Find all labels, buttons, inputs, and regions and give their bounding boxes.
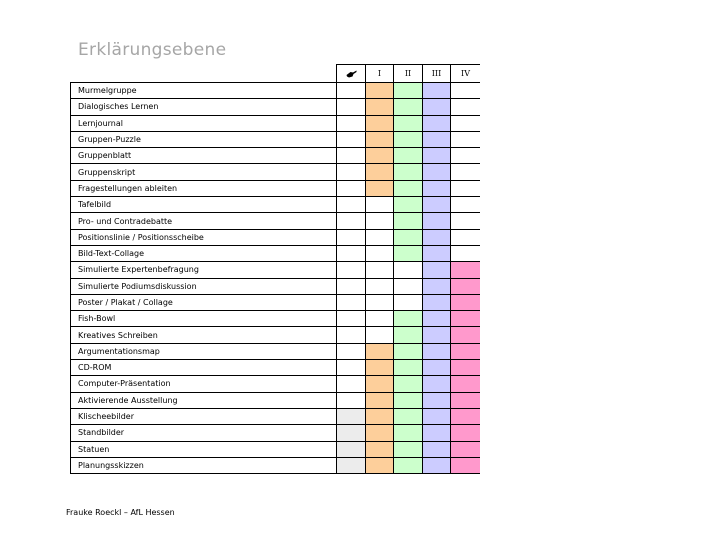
cell-level-I <box>366 213 394 229</box>
cell-level-III <box>423 245 451 261</box>
cell-level-II <box>394 115 423 131</box>
cell-col0 <box>337 148 366 164</box>
cell-level-III <box>423 278 451 294</box>
cell-level-IV <box>451 457 481 473</box>
cell-level-IV <box>451 343 481 359</box>
cell-col0 <box>337 360 366 376</box>
cell-level-I <box>366 245 394 261</box>
cell-level-II <box>394 245 423 261</box>
cell-level-I <box>366 99 394 115</box>
cell-level-II <box>394 99 423 115</box>
header-blank <box>71 65 337 83</box>
table-row <box>71 343 481 359</box>
cell-level-III <box>423 99 451 115</box>
cell-level-IV <box>451 408 481 424</box>
table-row <box>71 83 481 99</box>
table-row <box>71 425 481 441</box>
table-row <box>71 441 481 457</box>
cell-col0 <box>337 343 366 359</box>
cell-level-IV <box>451 213 481 229</box>
header-row <box>71 65 481 83</box>
cell-level-I <box>366 425 394 441</box>
cell-level-II <box>394 376 423 392</box>
cell-level-I <box>366 278 394 294</box>
cell-level-II <box>394 213 423 229</box>
cell-col0 <box>337 213 366 229</box>
cell-level-II <box>394 457 423 473</box>
cell-level-II <box>394 131 423 147</box>
method-label: Tafelbild <box>71 197 337 213</box>
cell-level-II <box>394 408 423 424</box>
method-label: Fragestellungen ableiten <box>71 180 337 196</box>
header-icon-cell <box>337 65 366 83</box>
cell-level-III <box>423 360 451 376</box>
method-label: Standbilder <box>71 425 337 441</box>
cell-level-II <box>394 278 423 294</box>
table-row <box>71 327 481 343</box>
cell-level-I <box>366 392 394 408</box>
table-row <box>71 131 481 147</box>
cell-col0 <box>337 392 366 408</box>
cell-level-III <box>423 262 451 278</box>
cell-level-II <box>394 262 423 278</box>
cell-level-IV <box>451 229 481 245</box>
method-matrix <box>70 64 480 491</box>
table-row <box>71 262 481 278</box>
cell-level-IV <box>451 360 481 376</box>
table-row <box>71 197 481 213</box>
method-label: Simulierte Expertenbefragung <box>71 262 337 278</box>
method-label: Dialogisches Lernen <box>71 99 337 115</box>
cell-col0 <box>337 131 366 147</box>
cell-level-III <box>423 229 451 245</box>
cell-level-III <box>423 164 451 180</box>
cell-level-I <box>366 115 394 131</box>
cell-level-II <box>394 229 423 245</box>
cell-level-II <box>394 83 423 99</box>
cell-level-IV <box>451 99 481 115</box>
header-level-IV: IV <box>451 65 481 83</box>
method-label: Planungsskizzen <box>71 457 337 473</box>
method-label: Bild-Text-Collage <box>71 245 337 261</box>
cell-level-IV <box>451 115 481 131</box>
table-row <box>71 392 481 408</box>
cell-col0 <box>337 115 366 131</box>
cell-level-II <box>394 311 423 327</box>
header-level-II: II <box>394 65 423 83</box>
cell-level-III <box>423 376 451 392</box>
cell-col0 <box>337 425 366 441</box>
cell-level-II <box>394 327 423 343</box>
cell-level-III <box>423 425 451 441</box>
table-row <box>71 229 481 245</box>
cell-level-I <box>366 83 394 99</box>
cell-level-III <box>423 131 451 147</box>
method-label: Kreatives Schreiben <box>71 327 337 343</box>
cell-level-I <box>366 457 394 473</box>
method-label: Simulierte Podiumsdiskussion <box>71 278 337 294</box>
cell-level-II <box>394 392 423 408</box>
cell-level-IV <box>451 278 481 294</box>
cell-level-I <box>366 229 394 245</box>
cell-col0 <box>337 164 366 180</box>
cell-level-III <box>423 180 451 196</box>
cell-level-II <box>394 148 423 164</box>
cell-col0 <box>337 245 366 261</box>
cell-level-II <box>394 425 423 441</box>
cell-level-IV <box>451 164 481 180</box>
cell-level-II <box>394 197 423 213</box>
table-row <box>71 278 481 294</box>
page-title: Erklärungsebene <box>78 40 227 60</box>
method-label: Computer-Präsentation <box>71 376 337 392</box>
cell-level-I <box>366 197 394 213</box>
method-label: Positionslinie / Positionsscheibe <box>71 229 337 245</box>
cell-level-III <box>423 115 451 131</box>
cell-level-III <box>423 343 451 359</box>
cell-level-IV <box>451 180 481 196</box>
cell-level-I <box>366 408 394 424</box>
method-label: Aktivierende Ausstellung <box>71 392 337 408</box>
header-level-III: III <box>423 65 451 83</box>
method-label: Fish-Bowl <box>71 311 337 327</box>
cell-col0 <box>337 376 366 392</box>
cell-level-IV <box>451 441 481 457</box>
method-label: Gruppen-Puzzle <box>71 131 337 147</box>
method-label: Poster / Plakat / Collage <box>71 294 337 310</box>
method-label: Pro- und Contradebatte <box>71 213 337 229</box>
cell-level-III <box>423 408 451 424</box>
table-row <box>71 360 481 376</box>
hand-pointer-icon <box>346 70 357 78</box>
cell-level-III <box>423 213 451 229</box>
table-row <box>71 99 481 115</box>
cell-level-III <box>423 311 451 327</box>
footer-author: Frauke Roeckl – AfL Hessen <box>66 508 175 517</box>
cell-col0 <box>337 294 366 310</box>
method-label: Statuen <box>71 441 337 457</box>
cell-col0 <box>337 278 366 294</box>
cell-col0 <box>337 99 366 115</box>
cell-level-IV <box>451 131 481 147</box>
cell-col0 <box>337 197 366 213</box>
cell-level-I <box>366 164 394 180</box>
cell-level-III <box>423 148 451 164</box>
cell-level-III <box>423 392 451 408</box>
cell-level-IV <box>451 327 481 343</box>
cell-level-IV <box>451 376 481 392</box>
cell-col0 <box>337 408 366 424</box>
method-label: Lernjournal <box>71 115 337 131</box>
table-row <box>71 294 481 310</box>
cell-col0 <box>337 262 366 278</box>
table-row <box>71 376 481 392</box>
cell-level-IV <box>451 311 481 327</box>
cell-level-I <box>366 441 394 457</box>
cell-level-IV <box>451 294 481 310</box>
cell-level-III <box>423 83 451 99</box>
table-row <box>71 408 481 424</box>
table-row <box>71 311 481 327</box>
cell-level-II <box>394 164 423 180</box>
cell-level-II <box>394 343 423 359</box>
cell-level-IV <box>451 197 481 213</box>
table-row <box>71 213 481 229</box>
cell-col0 <box>337 441 366 457</box>
cell-level-III <box>423 327 451 343</box>
cell-level-III <box>423 197 451 213</box>
cell-level-I <box>366 327 394 343</box>
method-label: Gruppenblatt <box>71 148 337 164</box>
method-label: CD-ROM <box>71 360 337 376</box>
cell-level-I <box>366 148 394 164</box>
method-label: Argumentationsmap <box>71 343 337 359</box>
cell-level-II <box>394 441 423 457</box>
cell-level-IV <box>451 392 481 408</box>
cell-level-I <box>366 311 394 327</box>
method-rows <box>71 83 481 474</box>
table-row <box>71 148 481 164</box>
cell-col0 <box>337 229 366 245</box>
cell-level-II <box>394 360 423 376</box>
cell-level-IV <box>451 262 481 278</box>
method-label: Gruppenskript <box>71 164 337 180</box>
method-label: Klischeebilder <box>71 408 337 424</box>
cell-col0 <box>337 327 366 343</box>
cell-col0 <box>337 311 366 327</box>
header-level-I: I <box>366 65 394 83</box>
table-row <box>71 115 481 131</box>
cell-level-IV <box>451 83 481 99</box>
table-row <box>71 180 481 196</box>
cell-level-IV <box>451 245 481 261</box>
cell-col0 <box>337 83 366 99</box>
cell-level-I <box>366 180 394 196</box>
cell-level-I <box>366 360 394 376</box>
table-row <box>71 457 481 473</box>
cell-level-II <box>394 180 423 196</box>
cell-level-I <box>366 262 394 278</box>
cell-level-III <box>423 457 451 473</box>
cell-col0 <box>337 180 366 196</box>
method-table <box>70 64 480 474</box>
table-row <box>71 164 481 180</box>
cell-level-I <box>366 131 394 147</box>
cell-level-III <box>423 294 451 310</box>
table-row <box>71 245 481 261</box>
cell-level-IV <box>451 148 481 164</box>
cell-level-III <box>423 441 451 457</box>
cell-col0 <box>337 457 366 473</box>
cell-level-I <box>366 376 394 392</box>
cell-level-I <box>366 343 394 359</box>
cell-level-IV <box>451 425 481 441</box>
method-label: Murmelgruppe <box>71 83 337 99</box>
cell-level-II <box>394 294 423 310</box>
cell-level-I <box>366 294 394 310</box>
